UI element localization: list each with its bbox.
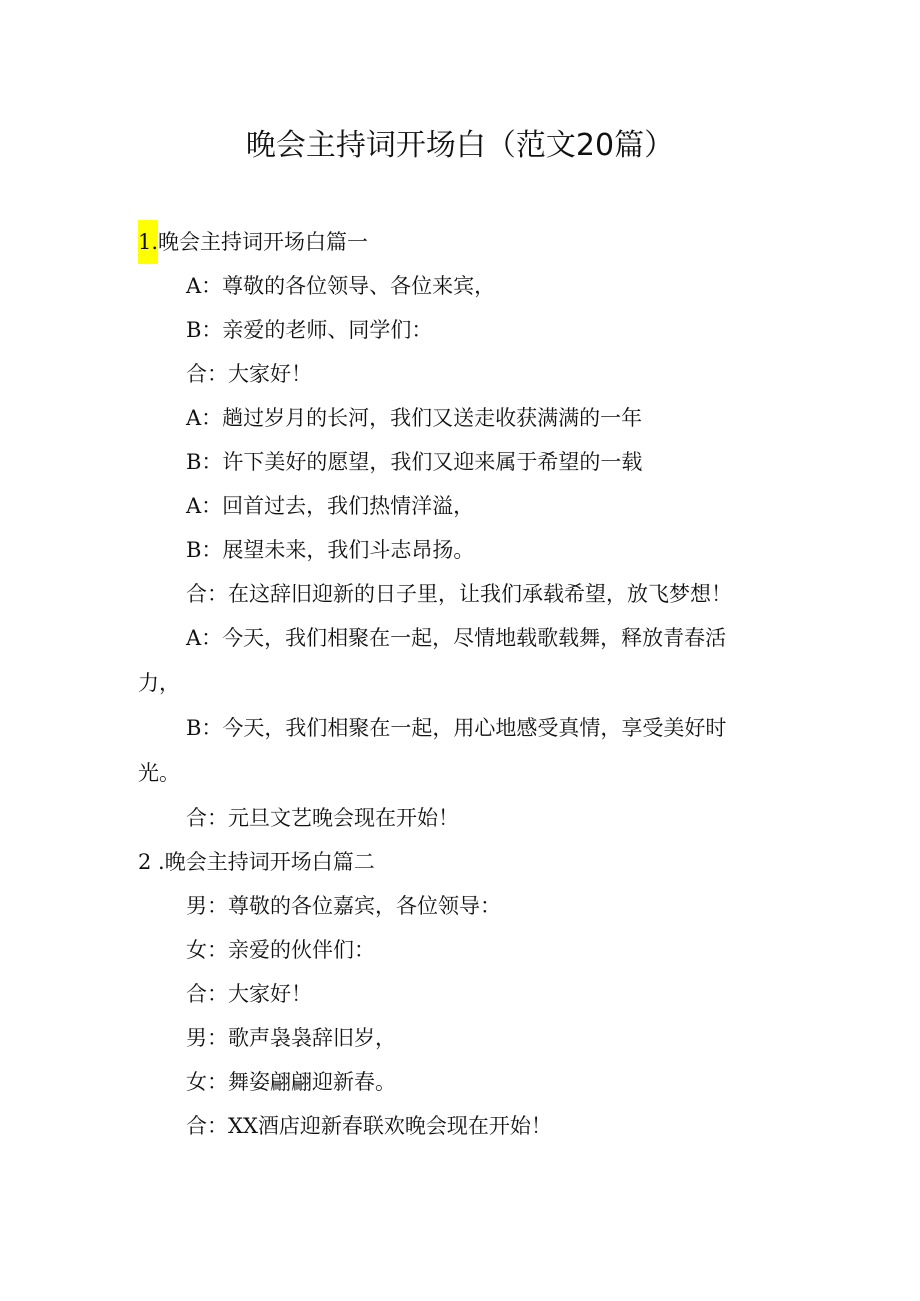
paragraph: 男：尊敬的各位嘉宾，各位领导： [186, 894, 501, 918]
section-number-highlight: 1. [138, 220, 158, 264]
paragraph: 女：亲爱的伙伴们： [186, 938, 375, 962]
paragraph: B：展望未来，我们斗志昂扬。 [186, 538, 475, 562]
paragraph: A：回首过去，我们热情洋溢， [186, 494, 475, 518]
paragraph: B：亲爱的老师、同学们： [186, 318, 433, 342]
paragraph: A：趟过岁月的长河，我们又送走收获满满的一年 [186, 406, 643, 430]
section-heading-1 [138, 220, 750, 264]
paragraph: 合：大家好！ [186, 982, 312, 1006]
paragraph: B：许下美好的愿望，我们又迎来属于希望的一载 [186, 450, 643, 474]
paragraph: 合：在这辞旧迎新的日子里，让我们承载希望，放飞梦想！ [186, 582, 732, 606]
paragraph: B：今天，我们相聚在一起，用心地感受真情，享受美好时光。 [138, 716, 727, 785]
section-heading-2 [138, 840, 750, 884]
paragraph: 男：歌声袅袅辞旧岁， [186, 1026, 396, 1050]
paragraph: 合：XX酒店迎新春联欢晚会现在开始！ [186, 1114, 552, 1138]
section-title: 晚会主持词开场白篇二 [164, 850, 375, 874]
document-title: 晚会主持词开场白（范文20篇） [245, 128, 675, 163]
paragraph: 合：元旦文艺晚会现在开始！ [186, 806, 459, 830]
section-number: 2 . [138, 850, 165, 874]
paragraph: 女：舞姿翩翩迎新春。 [186, 1070, 396, 1094]
paragraph: A：今天，我们相聚在一起，尽情地载歌载舞，释放青春活力， [138, 626, 727, 695]
paragraph: A：尊敬的各位领导、各位来宾， [186, 274, 496, 298]
section-title: 晚会主持词开场白篇一 [158, 230, 369, 254]
document-body [138, 220, 750, 1148]
paragraph: 合：大家好！ [186, 362, 312, 386]
